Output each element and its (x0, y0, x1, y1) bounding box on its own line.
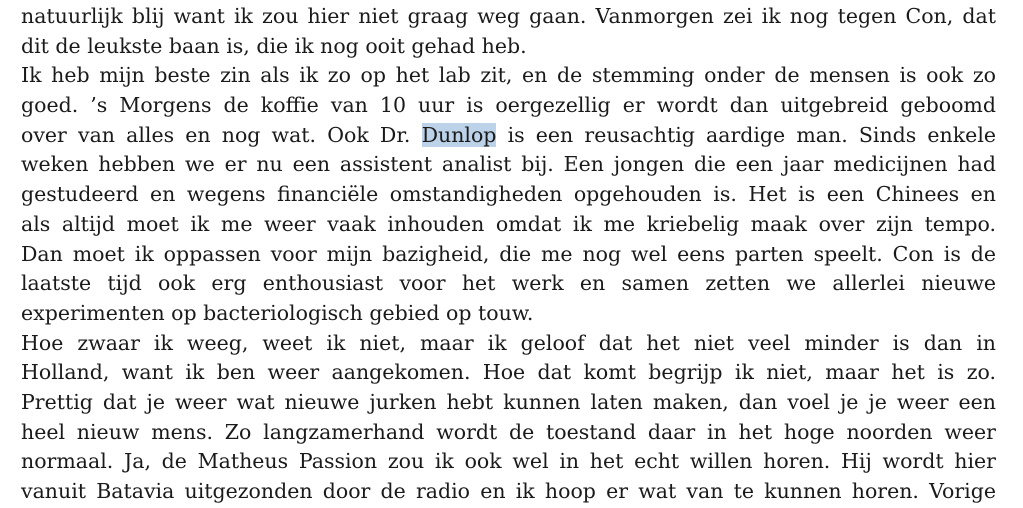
text-line: goed. ’s Morgens de koffie van 10 uur is oergezellig er wordt dan uitgebreid geboomd (21, 93, 996, 118)
document-page (21, 2, 996, 507)
text-line-with-selection (21, 121, 996, 151)
text-line: weken hebben we er nu een assistent analist bij. Een jongen die een jaar medicijnen had (21, 152, 996, 177)
text-line: dit de leukste baan is, die ik nog ooit gehad heb. (21, 33, 527, 58)
text-line: Hoe zwaar ik weeg, weet ik niet, maar ik geloof dat het niet veel minder is dan in (21, 330, 996, 355)
text-segment: over van alles en nog wat. Ook Dr. (21, 122, 422, 147)
selected-word-highlight[interactable]: Dunlop (421, 122, 497, 147)
text-line: experimenten op bacteriologisch gebied op touw. (21, 300, 534, 325)
text-line: gestudeerd en wegens financiële omstandigheden opgehouden is. Het is een Chinees en (21, 182, 996, 207)
text-line: als altijd moet ik me weer vaak inhouden omdat ik me kriebelig maak over zijn tempo. (21, 211, 996, 236)
text-line: vanuit Batavia uitgezonden door de radio en ik hoop er wat van te kunnen horen. Vorige (21, 479, 996, 503)
text-line: natuurlijk blij want ik zou hier niet graag weg gaan. Vanmorgen zei ik nog tegen Con, dat (21, 4, 996, 28)
text-line: heel nieuw mens. Zo langzamerhand wordt de toestand daar in het hoge noorden weer (21, 419, 996, 444)
text-line: Ik heb mijn beste zin als ik zo op het lab zit, en de stemming onder de mensen is ook zo (21, 63, 996, 88)
text-line: Holland, want ik ben weer aangekomen. Hoe dat komt begrijp ik niet, maar het is zo. (21, 360, 996, 385)
text-line: laatste tijd ook erg enthousiast voor het werk en samen zetten we allerlei nieuwe (21, 271, 996, 296)
text-line: Dan moet ik oppassen voor mijn bazigheid, die me nog wel eens parten speelt. Con is de (21, 241, 996, 266)
text-line: Prettig dat je weer wat nieuwe jurken hebt kunnen laten maken, dan voel je je weer een (21, 389, 996, 414)
text-segment: is een reusachtig aardige man. Sinds enkele (496, 122, 997, 147)
text-line: normaal. Ja, de Matheus Passion zou ik ook wel in het echt willen horen. Hij wordt hier (21, 449, 996, 474)
